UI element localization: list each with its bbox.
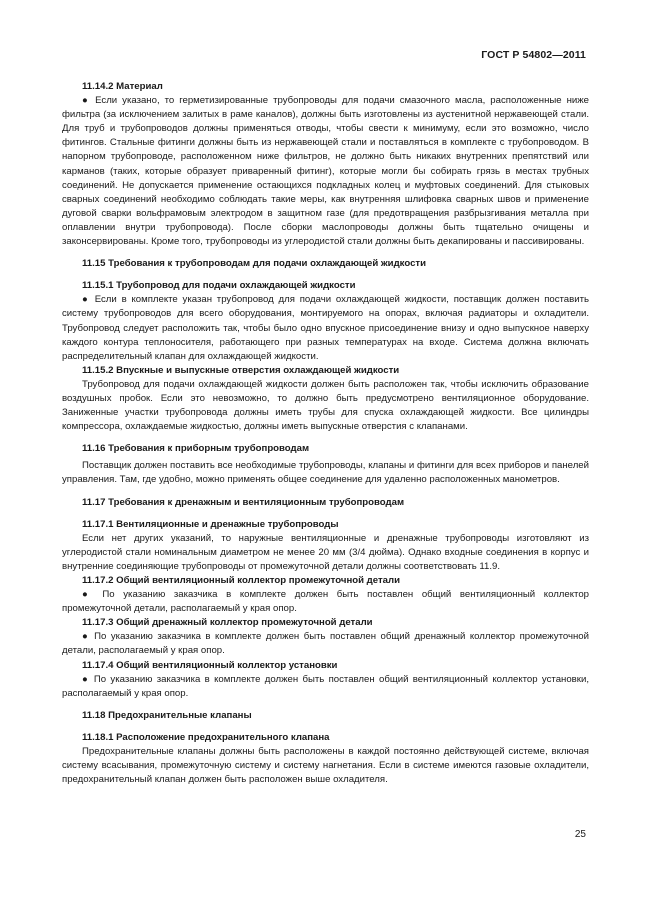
paragraph-11-14-2: ● Если указано, то герметизированные трубопроводы для подачи смазочного масла, расположенные ниже фильтра (за исключением залитых в раме каналов), должны быть изготовлены из аустенитной нержавеющей стали. Для труб и трубопроводов должны применяться отводы, чтобы свести к минимуму, если это возможно, число фитингов. Стальные фитинги должны быть из нержавеющей стали и поставляться в комплекте с трубопроводом. В напорном трубопроводе, расположенном ниже фильтров, не должно быть никаких внутренних препятствий или карманов (таких, которые образует приваренный фитинг), которые могли бы собирать грязь в местах трубных соединений. Не допускается применение остающихся подкладных колец и муфтовых соединений. Для стыковых сварных соединений необходимо соблюдать такие меры, как внутренняя шлифовка сварных швов и применение дуговой сварки вольфрамовым электродом в защитном газе (для предотвращения разбрызгивания металла при оплавлении внутри трубопровода). После сборки маслопроводы должны быть тщательно очищены и законсервированы. Кроме того, трубопроводы из углеродистой стали должны быть декапированы и пассивированы. xyxy=(62,95,589,248)
heading-11-15-1: 11.15.1 Трубопровод для подачи охлаждающей жидкости xyxy=(82,280,356,292)
paragraph-11-17-1: Если нет других указаний, то наружные вентиляционные и дренажные трубопроводы изготовляют из углеродистой стали номинальным диаметром не менее 20 мм (3/4 дюйма). Однако входные соединения в корпус и внутренние соединяющие трубопроводы от промежуточной детали должны соответствовать 11.9. xyxy=(62,532,589,572)
page-number: 25 xyxy=(574,829,586,840)
paragraph-11-16: Поставщик должен поставить все необходимые трубопроводы, клапаны и фитинги для всех приборов и панелей управления. Там, где удобно, можно применять общее соединение для удаленно расположенных манометров. xyxy=(62,460,589,486)
paragraph-11-17-2: ● По указанию заказчика в комплекте должен быть поставлен общий вентиляционный коллектор промежуточной детали, располагаемый у края опор. xyxy=(62,589,589,615)
paragraph-11-15-2: Трубопровод для подачи охлаждающей жидкости должен быть расположен так, чтобы исключить образование воздушных пробок. Если это невозможно, то должно быть предусмотрено вентиляционное оборудование. Заниженные участки трубопровода должны иметь трубы для спуска охлаждающей жидкости. Все цилиндры компрессора, охлаждаемые жидкостью, должны иметь выпускные отверстия с клапанами. xyxy=(62,378,589,433)
heading-11-17-4: 11.17.4 Общий вентиляционный коллектор установки xyxy=(82,659,338,671)
heading-11-14-2: 11.14.2 Материал xyxy=(82,81,163,92)
paragraph-11-17-3: ● По указанию заказчика в комплекте должен быть поставлен общий дренажный коллектор промежуточной детали, располагаемый у края опор. xyxy=(62,631,589,657)
heading-11-18-1: 11.18.1 Расположение предохранительного клапана xyxy=(82,731,330,743)
paragraph-11-15-1: ● Если в комплекте указан трубопровод для подачи охлаждающей жидкости, поставщик должен поставить систему трубопроводов для всего оборудования, монтируемого на опорах, включая радиаторы и охладители. Трубопровод следует расположить так, чтобы было одно впускное присоединение внизу и одно выпускное наверху каждого контура теплоносителя, работающего при разных температурах на входе. Система должна включать распределительный клапан для охлаждающей жидкости. xyxy=(62,294,589,362)
heading-11-17-2: 11.17.2 Общий вентиляционный коллектор промежуточной детали xyxy=(82,575,400,586)
heading-11-18: 11.18 Предохранительные клапаны xyxy=(82,709,252,721)
paragraph-11-17-4: ● По указанию заказчика в комплекте должен быть поставлен общий вентиляционный коллектор установки, располагаемый у края опор. xyxy=(62,673,589,699)
heading-11-17-1: 11.17.1 Вентиляционные и дренажные трубопроводы xyxy=(82,518,339,530)
document-header: ГОСТ Р 54802—2011 xyxy=(481,49,586,61)
paragraph-11-18-1: Предохранительные клапаны должны быть расположены в каждой постоянно действующей системе, включая систему всасывания, промежуточную систему и систему нагнетания. Если в системе имеются газовые охладители, предохранительный клапан должен быть расположен выше охладителя. xyxy=(62,746,589,786)
heading-11-17-3: 11.17.3 Общий дренажный коллектор промежуточной детали xyxy=(82,617,373,629)
heading-11-17: 11.17 Требования к дренажным и вентиляционным трубопроводам xyxy=(82,496,405,508)
heading-11-16: 11.16 Требования к приборным трубопроводам xyxy=(82,443,310,455)
heading-11-15: 11.15 Требования к трубопроводам для подачи охлаждающей жидкости xyxy=(82,258,427,270)
document-body xyxy=(62,80,589,787)
heading-11-15-2: 11.15.2 Впускные и выпускные отверстия охлаждающей жидкости xyxy=(82,364,400,376)
